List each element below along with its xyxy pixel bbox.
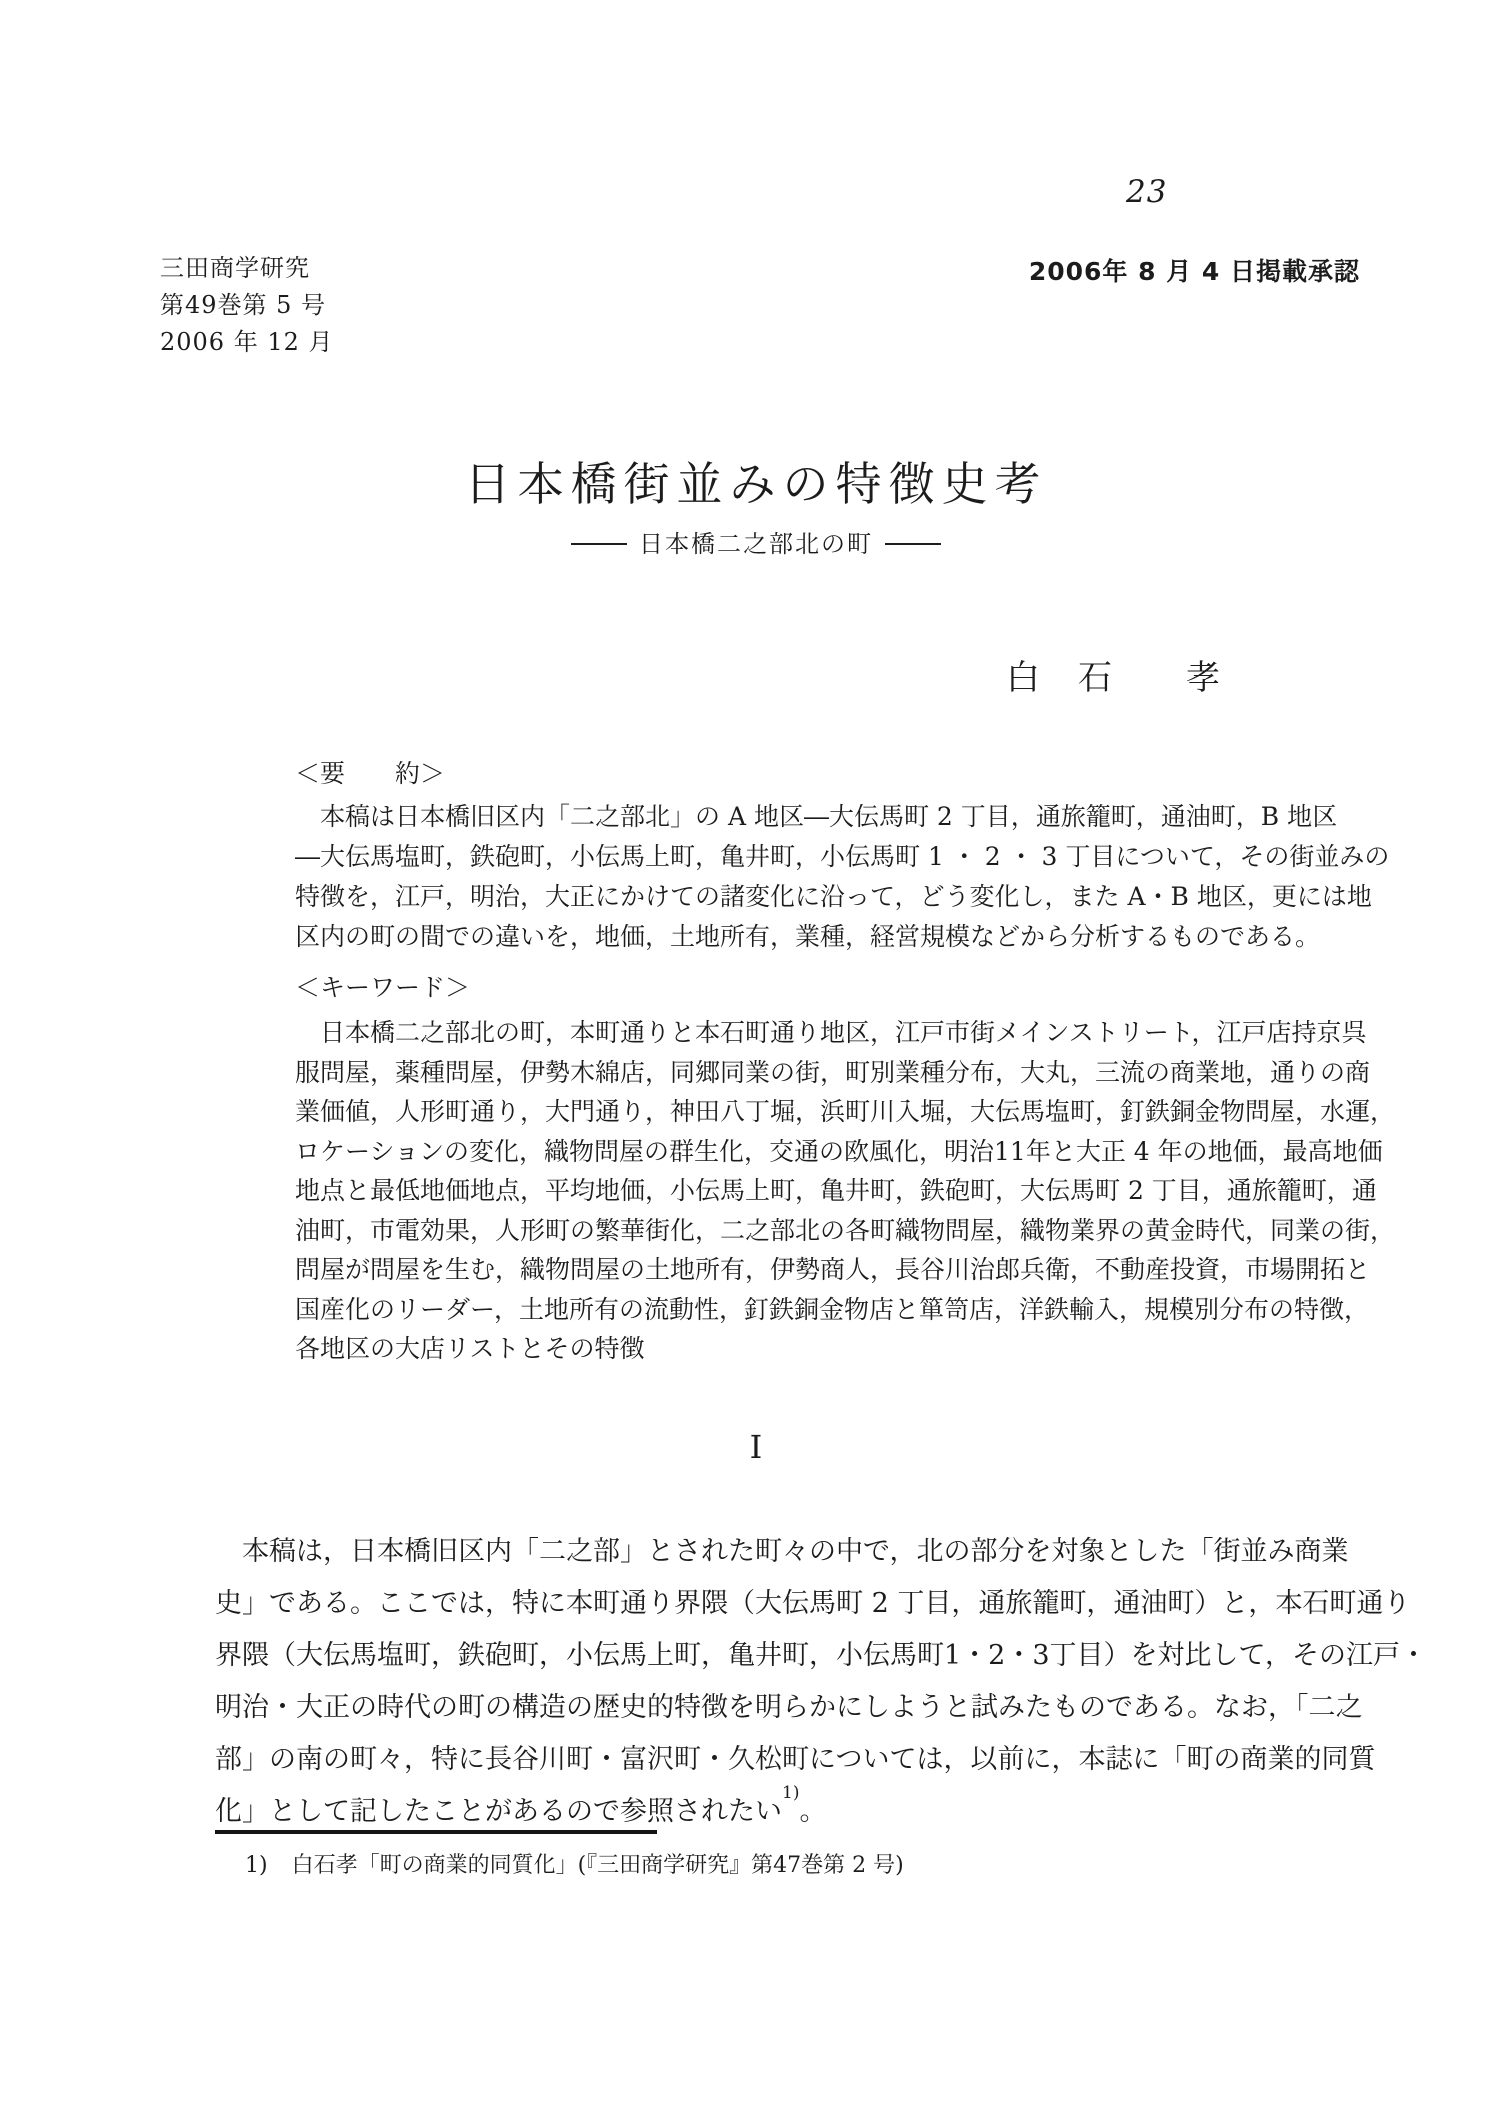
text-line: 明治・大正の時代の町の構造の歴史的特徴を明らかにしようと試みたものである。なお，「二之 (215, 1692, 1363, 1723)
footnote-number: 1) (245, 1853, 268, 1878)
text-line: ―大伝馬塩町，鉄砲町，小伝馬上町，亀井町，小伝馬町 1 ・ 2 ・ 3 丁目について，その街並みの (295, 842, 1390, 871)
text-line: ロケーションの変化，織物問屋の群生化，交通の欧風化，明治11年と大正 4 年の地価，最高地価 (295, 1136, 1383, 1166)
text-line: 各地区の大店リストとその特徴 (295, 1334, 645, 1363)
text-line: 問屋が問屋を生む，織物問屋の土地所有，伊勢商人，長谷川治郎兵衛，不動産投資，市場開拓と (295, 1255, 1371, 1284)
abstract-text (295, 797, 1390, 957)
text-line: 本稿は，日本橋旧区内「二之部」とされた町々の中で，北の部分を対象とした「街並み商業 (215, 1536, 1349, 1567)
text-line: 特徴を，江戸，明治，大正にかけての諸変化に沿って，どう変化し，また A・B 地区，更には地 (295, 882, 1372, 911)
abstract-heading: ＜要 約＞ (295, 759, 446, 788)
footnote (245, 1848, 904, 1879)
text-line: 区内の町の間での違いを，地価，土地所有，業種，経営規模などから分析するものである。 (295, 922, 1321, 951)
page-number: 23 (1126, 174, 1168, 210)
body-last-line-text: 化」として記したことがあるので参照されたい (215, 1796, 782, 1827)
author-name: 白 石 孝 (1006, 658, 1222, 698)
subtitle-dash-left (571, 543, 627, 545)
footnote-separator-rule (215, 1830, 657, 1834)
text-line: 業価値，人形町通り，大門通り，神田八丁堀，浜町川入堀，大伝馬塩町，釘鉄銅金物問屋，水運， (295, 1097, 1396, 1126)
article-title: 日本橋街並みの特徴史考 (464, 457, 1048, 511)
text-line: 日本橋二之部北の町，本町通りと本石町通り地区，江戸市街メインストリート，江戸店持京呉 (295, 1018, 1367, 1047)
journal-title: 三田商学研究 (160, 254, 310, 282)
text-line: 地点と最低地価地点，平均地価，小伝馬上町，亀井町，鉄砲町，大伝馬町 2 丁目，通旅籠町，通 (295, 1176, 1377, 1205)
section-heading-1: I (749, 1428, 763, 1466)
journal-volume: 第49巻第 5 号 (160, 291, 327, 319)
text-line: 国産化のリーダー，土地所有の流動性，釘鉄銅金物店と箪笥店，洋鉄輸入，規模別分布の特徴， (295, 1294, 1370, 1324)
subtitle-dash-right (885, 543, 941, 545)
text-line: 本稿は日本橋旧区内「二之部北」の A 地区―大伝馬町 2 丁目，通旅籠町，通油町，B 地区 (295, 802, 1338, 831)
text-line: 界隈（大伝馬塩町，鉄砲町，小伝馬上町，亀井町，小伝馬町1・2・3丁目）を対比して，その江戸・ (215, 1640, 1427, 1671)
acceptance-note: 2006年 8 月 4 日掲載承認 (1028, 257, 1360, 286)
keywords-heading: ＜キーワード＞ (295, 973, 471, 1002)
body-last-line-period: 。 (799, 1796, 827, 1827)
body-paragraph (215, 1526, 1427, 1838)
article-subtitle (0, 524, 1512, 559)
text-line: 部」の南の町々，特に長谷川町・富沢町・久松町については，以前に，本誌に「町の商業的同質 (215, 1744, 1376, 1775)
article-subtitle-text: 日本橋二之部北の町 (639, 530, 873, 558)
journal-header-block (160, 250, 334, 361)
keywords-text (295, 1013, 1396, 1369)
footnote-reference-marker: 1) (782, 1783, 800, 1803)
text-line: 服問屋，薬種問屋，伊勢木綿店，同郷同業の街，町別業種分布，大丸，三流の商業地，通りの商 (295, 1057, 1371, 1087)
text-line: 油町，市電効果，人形町の繁華街化，二之部北の各町織物問屋，織物業界の黄金時代，同業の街， (295, 1215, 1396, 1245)
footnote-text: 白石孝「町の商業的同質化」(『三田商学研究』第47巻第 2 号) (291, 1853, 904, 1878)
journal-issue-date: 2006 年 12 月 (160, 328, 334, 356)
body-paragraph-lines (215, 1526, 1427, 1786)
text-line: 史」である。ここでは，特に本町通り界隈（大伝馬町 2 丁目，通旅籠町，通油町）と，本石町通り (215, 1588, 1411, 1619)
